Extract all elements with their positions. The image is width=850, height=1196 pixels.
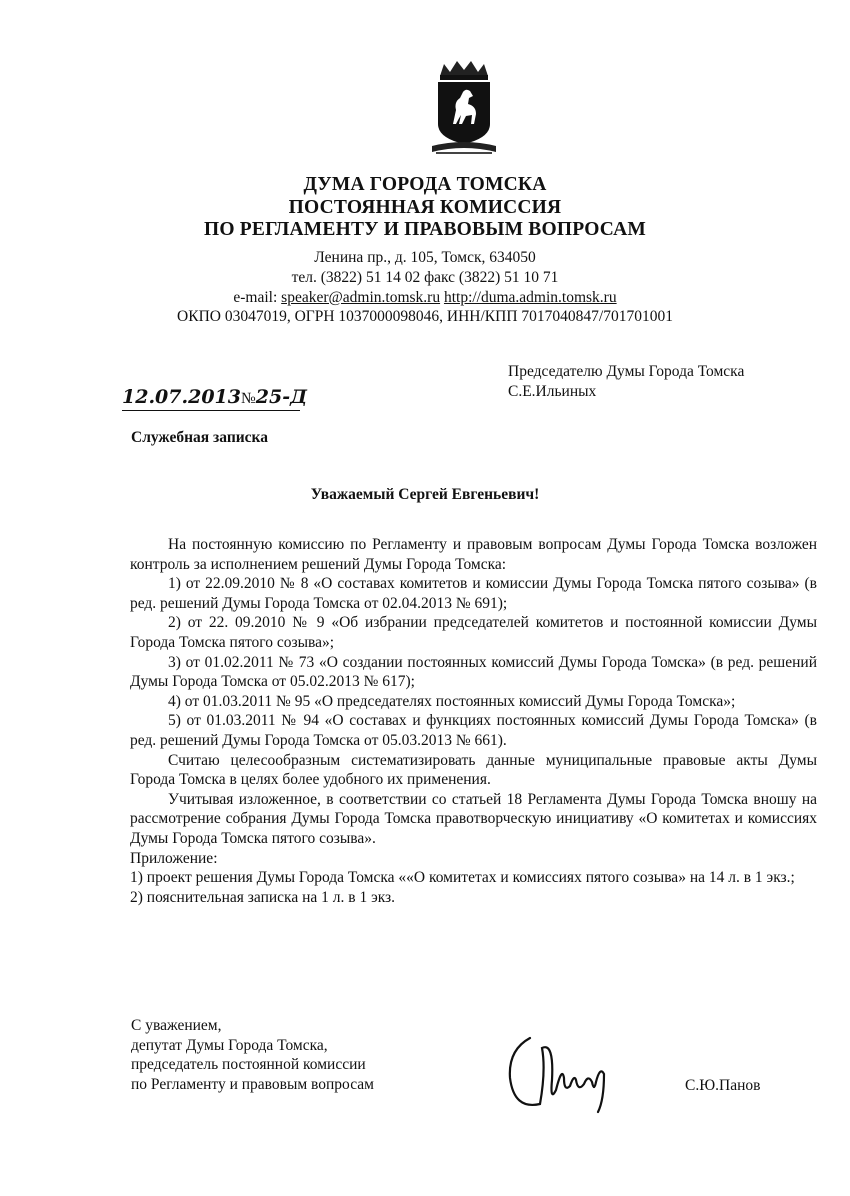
registration-codes: ОКПО 03047019, ОГРН 1037000098046, ИНН/КПП 7017040847/701701001	[177, 308, 673, 325]
reference-underline	[122, 410, 300, 411]
salutation: Уважаемый Сергей Евгеньевич!	[310, 486, 540, 503]
decision-item-2: 2) от 22. 09.2010 № 9 «Об избрании председателей комитетов и постоянной комиссии Думы Города Томска пятого созыва»;	[130, 614, 817, 651]
handwritten-date: 12.07.2013	[122, 386, 241, 408]
attachment-item-2: 2) пояснительная записка на 1 л. в 1 экз.	[130, 888, 396, 906]
coat-of-arms-emblem	[426, 58, 502, 158]
signer-position-3: по Регламенту и правовым вопросам	[131, 1075, 374, 1093]
website-link[interactable]: http://duma.admin.tomsk.ru	[443, 289, 617, 306]
signer-position-2: председатель постоянной комиссии	[131, 1056, 366, 1074]
email-label: e-mail:	[233, 289, 278, 306]
decision-item-5: 5) от 01.03.2011 № 94 «О составах и функциях постоянных комиссий Думы Города Томска» (в ред. решений Думы Города Томска от 05.03.2013 № 661).	[130, 712, 817, 749]
org-name-line3: ПО РЕГЛАМЕНТУ И ПРАВОВЫМ ВОПРОСАМ	[203, 219, 647, 240]
phone-fax-line: тел. (3822) 51 14 02 факс (3822) 51 10 71	[291, 269, 559, 286]
closing-block	[131, 1016, 374, 1094]
paragraph-systematize: Считаю целесообразным систематизировать данные муниципальные правовые акты Думы Города Томска в целях более удобного их применения.	[130, 751, 817, 789]
org-name-line2: ПОСТОЯННАЯ КОМИССИЯ	[288, 197, 562, 218]
signer-position-1: депутат Думы Города Томска,	[131, 1036, 328, 1054]
addressee-title: Председателю Думы Города Томска	[508, 363, 745, 380]
handwritten-number: 25-Д	[255, 386, 308, 408]
closing-regards: С уважением,	[131, 1017, 222, 1034]
handwritten-signature	[500, 1030, 620, 1114]
number-sign: №	[241, 390, 256, 407]
decision-item-3: 3) от 01.02.2011 № 73 «О создании постоянных комиссий Думы Города Томска» (в ред. решений Думы Города Томска от 05.02.2013 № 617);	[130, 653, 817, 691]
outgoing-reference	[122, 386, 307, 409]
addressee-name: С.Е.Ильиных	[508, 382, 597, 400]
signer-name: С.Ю.Панов	[685, 1077, 761, 1094]
decision-item-4: 4) от 01.03.2011 № 95 «О председателях постоянных комиссий Думы Города Томска»;	[168, 692, 736, 710]
address-line: Ленина пр., д. 105, Томск, 634050	[314, 249, 536, 266]
attachment-item-1: 1) проект решения Думы Города Томска ««О комитетах и комиссиях пятого созыва» на 14 л. в 1 экз.;	[130, 869, 795, 887]
decision-item-1: 1) от 22.09.2010 № 8 «О составах комитетов и комиссии Думы Города Томска пятого созыва» (в ред. решений Думы Города Томска от 02.04.2013 № 691);	[130, 575, 817, 612]
attachment-title: Приложение:	[130, 849, 218, 867]
email-link[interactable]: speaker@admin.tomsk.ru	[281, 289, 441, 306]
intro-paragraph: На постоянную комиссию по Регламенту и правовым вопросам Думы Города Томска возложен контроль за исполнением решений Думы Города Томска:	[130, 536, 817, 573]
document-type: Служебная записка	[131, 429, 269, 446]
paragraph-initiative: Учитывая изложенное, в соответствии со статьей 18 Регламента Думы Города Томска вношу на рассмотрение собрания Думы Города Томска правотворческую инициативу «О комитетах и комиссиях Думы Города Томска пятого созыва».	[130, 790, 817, 847]
letter-body	[130, 535, 817, 907]
addressee-block	[508, 362, 744, 401]
contacts-line	[0, 289, 850, 307]
org-name-line1: ДУМА ГОРОДА ТОМСКА	[303, 174, 547, 195]
